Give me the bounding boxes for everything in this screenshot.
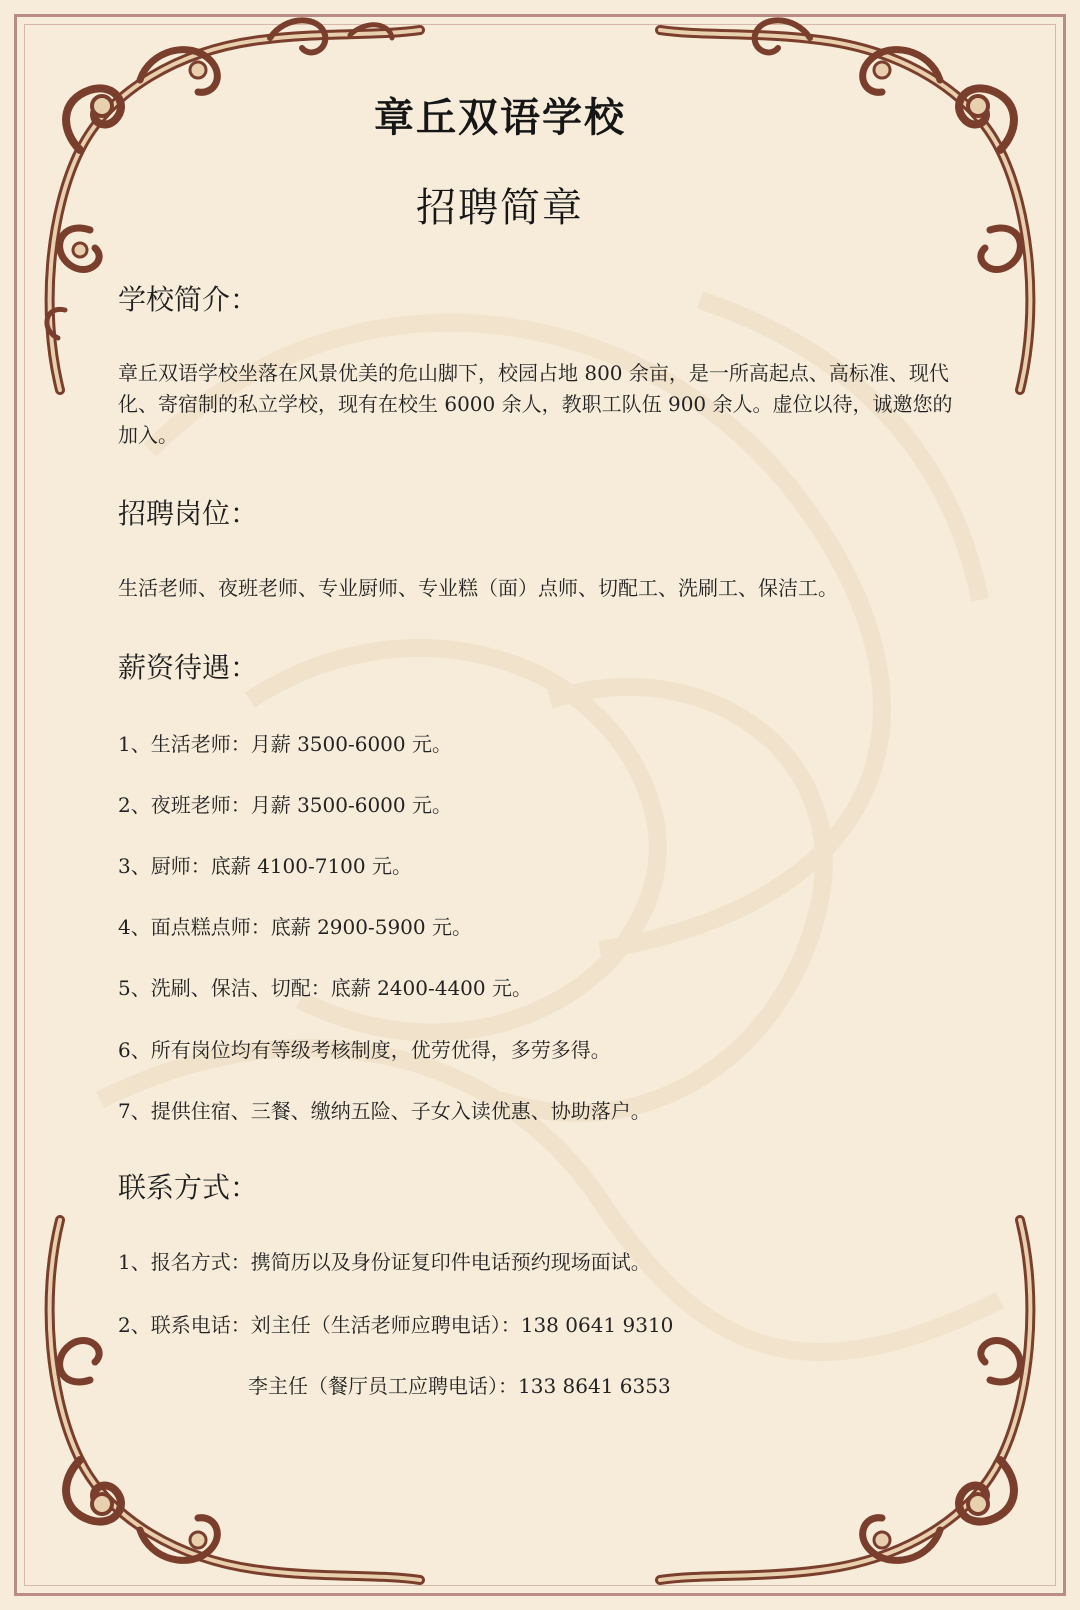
intro-paragraph: 章丘双语学校坐落在风景优美的危山脚下，校园占地 800 余亩，是一所高起点、高标准、现代化、寄宿制的私立学校，现有在校生 6000 余人，教职工队伍 900 余人。虚位以待，诚邀您的加入。 xyxy=(118,361,953,447)
salary-item: 2、夜班老师：月薪 3500-6000 元。 xyxy=(118,793,452,817)
salary-item: 1、生活老师：月薪 3500-6000 元。 xyxy=(118,732,452,756)
contact-item: 1、报名方式：携简历以及身份证复印件电话预约现场面试。 xyxy=(118,1250,651,1274)
contact-item: 2、联系电话：刘主任（生活老师应聘电话）：138 0641 9310 xyxy=(118,1313,674,1337)
salary-item: 6、所有岗位均有等级考核制度，优劳优得，多劳多得。 xyxy=(118,1038,611,1062)
contact-item: 李主任（餐厅员工应聘电话）：133 8641 6353 xyxy=(248,1374,671,1398)
salary-item: 7、提供住宿、三餐、缴纳五险、子女入读优惠、协助落户。 xyxy=(118,1099,651,1123)
section-heading-contact: 联系方式： xyxy=(118,1171,259,1204)
corner-ornament-bottom-right xyxy=(640,1200,1060,1600)
salary-item: 5、洗刷、保洁、切配：底薪 2400-4400 元。 xyxy=(118,976,532,1000)
salary-item: 4、面点糕点师：底薪 2900-5900 元。 xyxy=(118,915,472,939)
section-heading-intro: 学校简介： xyxy=(118,283,259,316)
section-heading-salary: 薪资待遇： xyxy=(118,651,259,684)
positions-paragraph: 生活老师、夜班老师、专业厨师、专业糕（面）点师、切配工、洗刷工、保洁工。 xyxy=(118,576,838,600)
corner-ornament-top-right xyxy=(640,10,1060,410)
school-name-title: 章丘双语学校 xyxy=(374,95,626,141)
section-heading-positions: 招聘岗位： xyxy=(118,497,259,530)
poster-subtitle: 招聘简章 xyxy=(416,185,584,231)
salary-item: 3、厨师：底薪 4100-7100 元。 xyxy=(118,854,412,878)
